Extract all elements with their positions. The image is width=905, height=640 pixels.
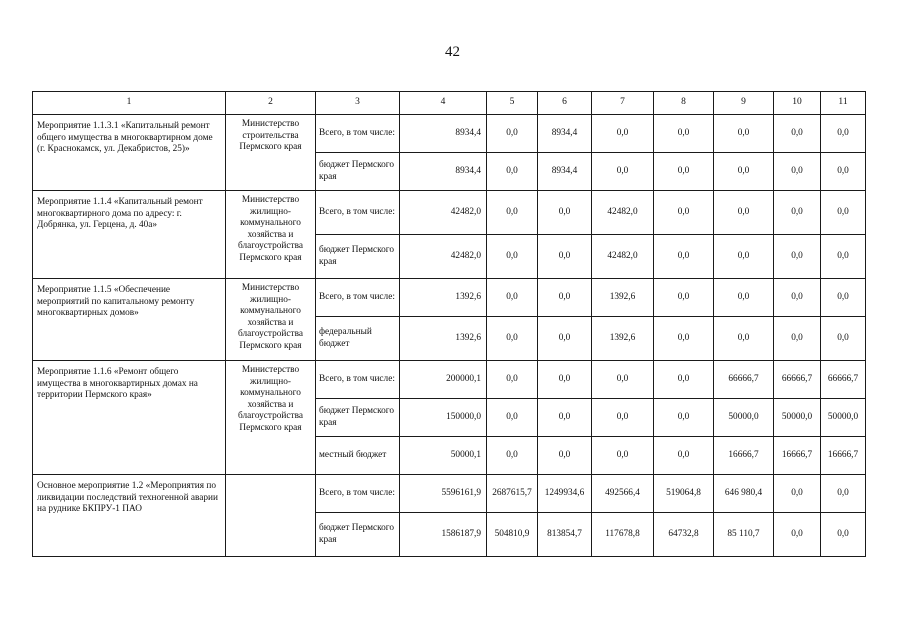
amount-cell: 0,0 [654, 399, 714, 437]
amount-cell: 0,0 [487, 191, 538, 235]
amount-cell: 0,0 [774, 317, 821, 361]
amount-cell: 0,0 [538, 399, 592, 437]
amount-cell: 0,0 [538, 191, 592, 235]
amount-cell: 117678,8 [592, 513, 654, 557]
funding-source-cell: бюджет Пермского края [316, 235, 400, 279]
amount-cell: 16666,7 [714, 437, 774, 475]
amount-cell: 8934,4 [538, 153, 592, 191]
amount-cell: 0,0 [774, 513, 821, 557]
funding-source-cell: Всего, в том числе: [316, 475, 400, 513]
amount-cell: 0,0 [774, 279, 821, 317]
amount-cell: 8934,4 [400, 115, 487, 153]
header-row [33, 92, 866, 115]
header-cell: 2 [226, 92, 316, 115]
header-cell: 5 [487, 92, 538, 115]
amount-cell: 0,0 [592, 399, 654, 437]
amount-cell: 16666,7 [821, 437, 866, 475]
amount-cell: 42482,0 [592, 235, 654, 279]
amount-cell: 0,0 [714, 191, 774, 235]
amount-cell: 0,0 [487, 317, 538, 361]
amount-cell: 150000,0 [400, 399, 487, 437]
amount-cell: 50000,0 [714, 399, 774, 437]
amount-cell: 0,0 [821, 191, 866, 235]
amount-cell: 0,0 [714, 279, 774, 317]
amount-cell: 1392,6 [592, 317, 654, 361]
amount-cell: 66666,7 [714, 361, 774, 399]
amount-cell: 1392,6 [400, 279, 487, 317]
amount-cell: 0,0 [654, 191, 714, 235]
header-cell: 4 [400, 92, 487, 115]
header-cell: 7 [592, 92, 654, 115]
amount-cell: 0,0 [654, 361, 714, 399]
amount-cell: 42482,0 [592, 191, 654, 235]
amount-cell: 0,0 [654, 115, 714, 153]
funding-source-cell: Всего, в том числе: [316, 191, 400, 235]
amount-cell: 200000,1 [400, 361, 487, 399]
funding-source-cell: бюджет Пермского края [316, 513, 400, 557]
header-cell: 9 [714, 92, 774, 115]
responsible-organization-cell [226, 475, 316, 557]
amount-cell: 504810,9 [487, 513, 538, 557]
table-row [33, 191, 866, 235]
funding-source-cell: Всего, в том числе: [316, 361, 400, 399]
amount-cell: 1392,6 [592, 279, 654, 317]
responsible-organization-cell: Министерство жилищно-коммунального хозяйства и благоустройства Пермского края [226, 361, 316, 475]
table-row [33, 279, 866, 317]
header-cell: 1 [33, 92, 226, 115]
funding-source-cell: местный бюджет [316, 437, 400, 475]
event-name-cell: Мероприятие 1.1.5 «Обеспечение мероприятий по капитальному ремонту многоквартирных домов» [33, 279, 226, 361]
responsible-organization-cell: Министерство строительства Пермского края [226, 115, 316, 191]
amount-cell: 0,0 [538, 437, 592, 475]
amount-cell: 42482,0 [400, 235, 487, 279]
amount-cell: 813854,7 [538, 513, 592, 557]
amount-cell: 8934,4 [400, 153, 487, 191]
amount-cell: 0,0 [714, 317, 774, 361]
amount-cell: 50000,1 [400, 437, 487, 475]
amount-cell: 0,0 [487, 399, 538, 437]
amount-cell: 0,0 [592, 115, 654, 153]
amount-cell: 66666,7 [774, 361, 821, 399]
amount-cell: 0,0 [821, 279, 866, 317]
amount-cell: 646 980,4 [714, 475, 774, 513]
amount-cell: 0,0 [592, 361, 654, 399]
amount-cell: 8934,4 [538, 115, 592, 153]
amount-cell: 0,0 [774, 235, 821, 279]
amount-cell: 0,0 [487, 115, 538, 153]
header-cell: 6 [538, 92, 592, 115]
amount-cell: 0,0 [538, 235, 592, 279]
amount-cell: 0,0 [538, 361, 592, 399]
amount-cell: 0,0 [714, 115, 774, 153]
amount-cell: 50000,0 [774, 399, 821, 437]
amount-cell: 0,0 [487, 279, 538, 317]
amount-cell: 16666,7 [774, 437, 821, 475]
amount-cell: 1392,6 [400, 317, 487, 361]
event-name-cell: Мероприятие 1.1.6 «Ремонт общего имущества в многоквартирных домах на территории Пермского края» [33, 361, 226, 475]
amount-cell: 0,0 [487, 153, 538, 191]
amount-cell: 5596161,9 [400, 475, 487, 513]
amount-cell: 0,0 [654, 317, 714, 361]
event-name-cell: Мероприятие 1.1.3.1 «Капитальный ремонт общего имущества в многоквартирном доме (г. Краснокамск, ул. Декабристов, 25)» [33, 115, 226, 191]
amount-cell: 0,0 [654, 279, 714, 317]
event-name-cell: Основное мероприятие 1.2 «Мероприятия по ликвидации последствий техногенной аварии на руднике БКПРУ-1 ПАО [33, 475, 226, 557]
responsible-organization-cell: Министерство жилищно-коммунального хозяйства и благоустройства Пермского края [226, 191, 316, 279]
amount-cell: 0,0 [774, 153, 821, 191]
responsible-organization-cell: Министерство жилищно-коммунального хозяйства и благоустройства Пермского края [226, 279, 316, 361]
amount-cell: 0,0 [592, 437, 654, 475]
page-number: 42 [445, 44, 460, 60]
amount-cell: 1586187,9 [400, 513, 487, 557]
amount-cell: 0,0 [774, 191, 821, 235]
header-cell: 3 [316, 92, 400, 115]
amount-cell: 0,0 [714, 153, 774, 191]
amount-cell: 0,0 [821, 235, 866, 279]
table-row [33, 361, 866, 399]
amount-cell: 492566,4 [592, 475, 654, 513]
amount-cell: 0,0 [774, 115, 821, 153]
amount-cell: 0,0 [654, 437, 714, 475]
header-cell: 11 [821, 92, 866, 115]
amount-cell: 0,0 [654, 153, 714, 191]
amount-cell: 2687615,7 [487, 475, 538, 513]
funding-source-cell: Всего, в том числе: [316, 115, 400, 153]
table-row [33, 115, 866, 153]
amount-cell: 0,0 [774, 475, 821, 513]
amount-cell: 0,0 [821, 513, 866, 557]
budget-table [32, 91, 866, 557]
table-body [33, 92, 866, 557]
amount-cell: 0,0 [487, 235, 538, 279]
amount-cell: 0,0 [654, 235, 714, 279]
amount-cell: 519064,8 [654, 475, 714, 513]
funding-source-cell: Всего, в том числе: [316, 279, 400, 317]
amount-cell: 0,0 [487, 361, 538, 399]
header-cell: 10 [774, 92, 821, 115]
amount-cell: 85 110,7 [714, 513, 774, 557]
amount-cell: 0,0 [821, 115, 866, 153]
amount-cell: 0,0 [714, 235, 774, 279]
amount-cell: 0,0 [487, 437, 538, 475]
funding-source-cell: бюджет Пермского края [316, 399, 400, 437]
table-row [33, 475, 866, 513]
amount-cell: 66666,7 [821, 361, 866, 399]
amount-cell: 1249934,6 [538, 475, 592, 513]
amount-cell: 0,0 [538, 317, 592, 361]
amount-cell: 50000,0 [821, 399, 866, 437]
amount-cell: 0,0 [821, 475, 866, 513]
amount-cell: 0,0 [592, 153, 654, 191]
amount-cell: 0,0 [538, 279, 592, 317]
amount-cell: 42482,0 [400, 191, 487, 235]
amount-cell: 64732,8 [654, 513, 714, 557]
amount-cell: 0,0 [821, 153, 866, 191]
event-name-cell: Мероприятие 1.1.4 «Капитальный ремонт многоквартирного дома по адресу: г. Добрянка, ул. Герцена, д. 40а» [33, 191, 226, 279]
funding-source-cell: бюджет Пермского края [316, 153, 400, 191]
funding-source-cell: федеральный бюджет [316, 317, 400, 361]
header-cell: 8 [654, 92, 714, 115]
amount-cell: 0,0 [821, 317, 866, 361]
